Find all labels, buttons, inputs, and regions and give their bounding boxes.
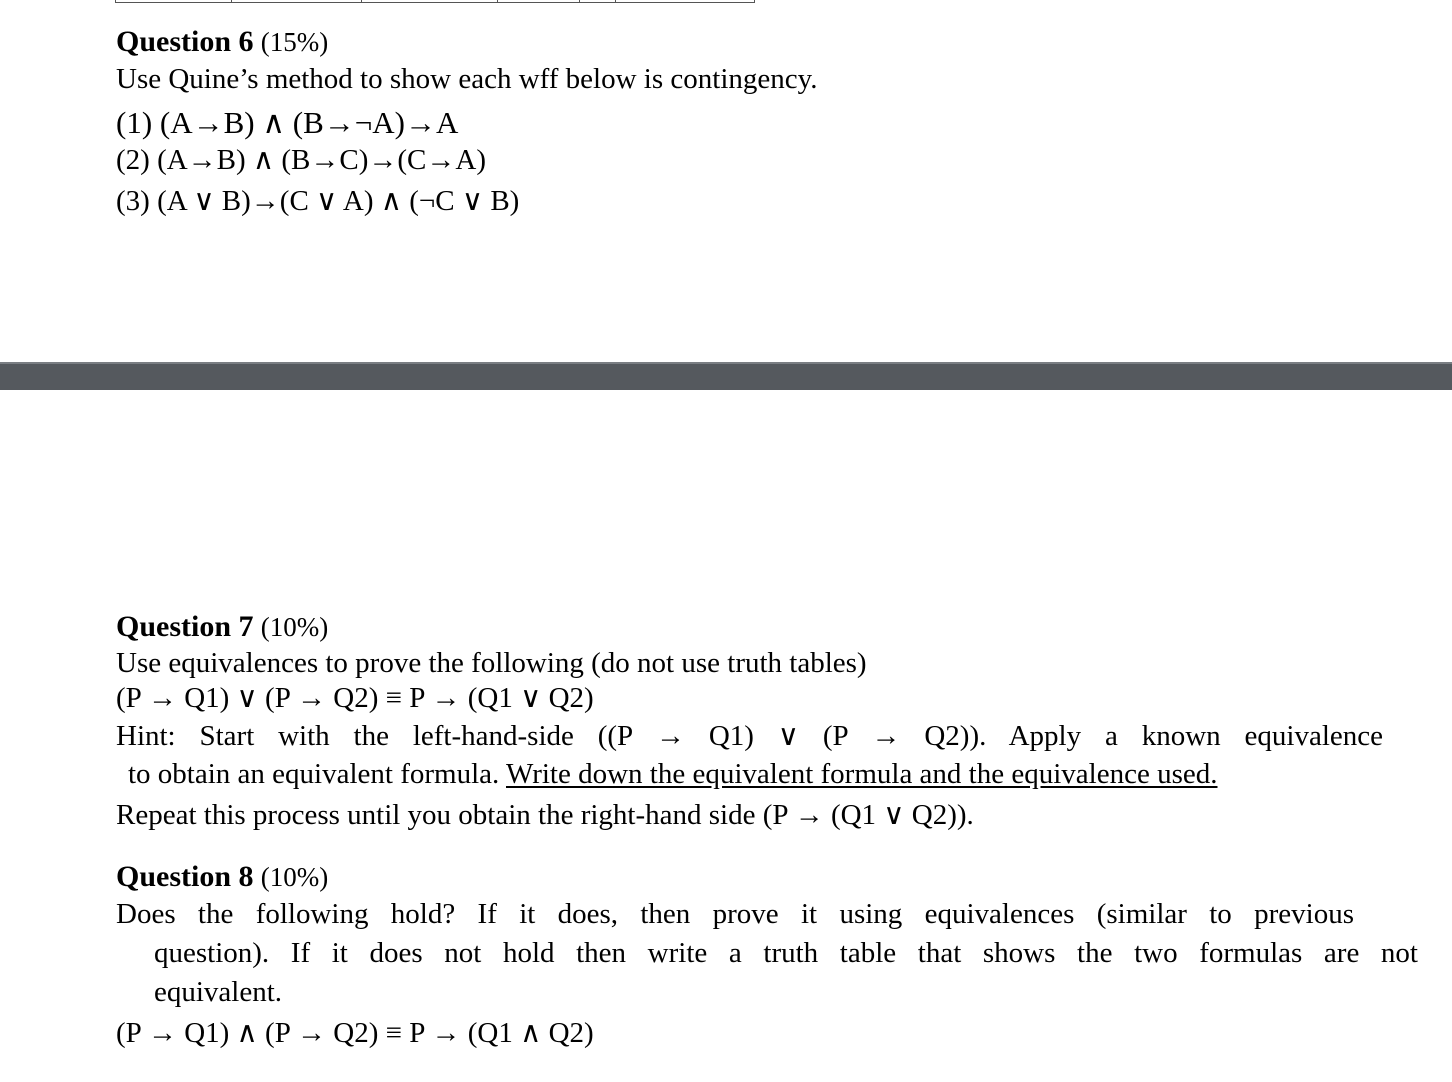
- question-7-hint-line-1: Hint: Start with the left-hand-side ((P → Q1) ∨ (P → Q2)). Apply a known equivalence: [116, 720, 1383, 752]
- question-6-prompt: Use Quine’s method to show each wff below is contingency.: [116, 63, 818, 95]
- question-7-percent: (10%): [260, 612, 329, 642]
- document-page-upper: [0, 0, 1452, 362]
- page-separator: [0, 362, 1452, 390]
- question-8-prompt-line-2: question). If it does not hold then write a truth table that shows the two formulas are not: [154, 937, 1418, 969]
- question-7-hint-line-2: [128, 757, 1382, 791]
- question-8-prompt-line-1: Does the following hold? If it does, then prove it using equivalences (similar to previous: [116, 898, 1354, 930]
- question-8-heading: [116, 860, 328, 894]
- question-7-heading: [116, 610, 328, 644]
- question-6-item-3: (3) (A ∨ B)→(C ∨ A) ∧ (¬C ∨ B): [116, 185, 520, 217]
- table-border-remnant: [115, 0, 755, 3]
- question-7-hint-line-3: Repeat this process until you obtain the right-hand side (P → (Q1 ∨ Q2)).: [116, 799, 974, 831]
- question-8-formula: (P → Q1) ∧ (P → Q2) ≡ P → (Q1 ∧ Q2): [116, 1017, 594, 1049]
- question-6-item-1: (1) (A→B) ∧ (B→¬A)→A: [116, 105, 459, 140]
- question-8-percent: (10%): [260, 862, 329, 892]
- question-8-title: Question 8: [116, 860, 254, 893]
- question-7-formula: (P → Q1) ∨ (P → Q2) ≡ P → (Q1 ∨ Q2): [116, 682, 594, 714]
- question-6-item-2: (2) (A→B) ∧ (B→C)→(C→A): [116, 144, 486, 176]
- question-6-title: Question 6: [116, 25, 254, 58]
- question-6-heading: [116, 25, 328, 59]
- document-page-lower: [0, 390, 1452, 1082]
- question-7-hint-underlined: Write down the equivalent formula and the equivalence used.: [506, 758, 1218, 790]
- question-6-percent: (15%): [260, 27, 329, 57]
- question-8-prompt-line-3: equivalent.: [154, 976, 283, 1008]
- question-7-hint-plain: to obtain an equivalent formula.: [128, 758, 500, 790]
- question-7-prompt: Use equivalences to prove the following (do not use truth tables): [116, 647, 867, 679]
- question-7-title: Question 7: [116, 610, 254, 643]
